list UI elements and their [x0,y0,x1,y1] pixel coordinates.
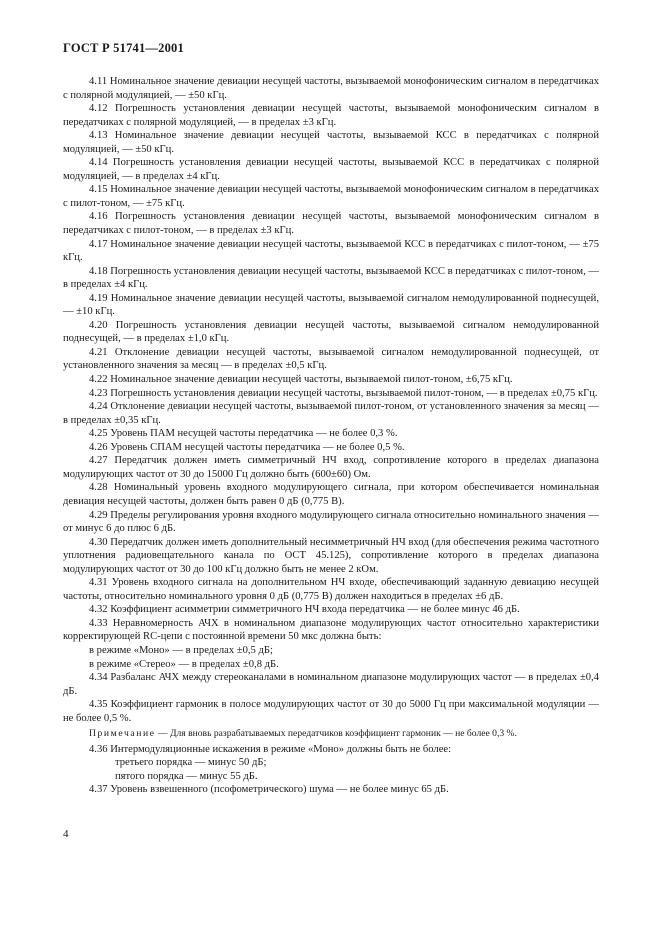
paragraph-4-34: 4.34 Разбаланс АЧХ между стереоканалами в номинальном диапазоне модулирующих частот — в пределах ±0,4 дБ. [63,672,599,697]
paragraph-4-33: 4.33 Неравномерность АЧХ в номинальном диапазоне модулирующих частот относительно характеристики корректирующей RC-цепи с постоянной времени 50 мкс должна быть: [63,617,599,643]
paragraph-4-14: 4.14 Погрешность установления девиации несущей частоты, вызываемой КСС в передатчиках с полярной модуляцией, — в пределах ±4 кГц. [63,157,599,182]
paragraph-4-21: 4.21 Отклонение девиации несущей частоты, вызываемой сигналом немодулированной поднесущей, от установленного значения за месяц — в пределах ±0,5 кГц. [63,346,599,372]
paragraph-4-23: 4.23 Погрешность установления девиации несущей частоты, вызываемой пилот-тоном, — в пределах ±0,75 кГц. [89,387,598,399]
list-item-stereo: в режиме «Стерео» — в пределах ±0,8 дБ. [89,658,279,670]
paragraph-4-31: 4.31 Уровень входного сигнала на дополнительном НЧ входе, обеспечивающий заданную девиацию несущей частоты, относительно номинального уровня 0 дБ (0,775 В) должен находиться в пределах ±6 дБ. [63,577,599,602]
paragraph-4-22: 4.22 Номинальное значение девиации несущей частоты, вызываемой пилот-тоном, ±6,75 кГц. [89,374,513,386]
list-item-fifth-order: пятого порядка — минус 55 дБ. [115,770,258,782]
paragraph-4-18: 4.18 Погрешность установления девиации несущей частоты, вызываемой КСС в передатчиках с пилот-тоном, — в пределах ±4 кГц. [63,265,600,291]
paragraph-4-20: 4.20 Погрешность установления девиации несущей частоты, вызываемой сигналом немодулированной поднесущей, — в пределах ±1,0 кГц. [63,319,599,345]
list-item-third-order: третьего порядка — минус 50 дБ; [115,757,267,769]
note-text: — Для вновь разрабатываемых передатчиков коэффициент гармоник — не более 0,3 %. [155,728,517,740]
paragraph-4-16: 4.16 Погрешность установления девиации несущей частоты, вызываемой монофоническим сигналом в передатчиках с пилот-тоном, — в пределах ±3 кГц. [63,211,599,237]
paragraph-4-29: 4.29 Пределы регулирования уровня входного модулирующего сигнала относительно номинального значения — от минус 6 до плюс 6 дБ. [63,509,599,535]
page-number: 4 [63,828,69,840]
paragraph-4-15: 4.15 Номинальное значение девиации несущей частоты, вызываемой монофоническим сигналом в передатчиках с пилот-тоном, — ±75 кГц. [63,184,599,209]
paragraph-4-27: 4.27 Передатчик должен иметь симметричный НЧ вход, сопротивление которого в пределах диапазона модулирующих частот от 30 до 15000 Гц должно быть (600±60) Ом. [63,455,599,480]
list-item-mono: в режиме «Моно» — в пределах ±0,5 дБ; [89,644,273,656]
note-label: Примечание [89,728,156,740]
note [63,727,599,741]
paragraph-4-35: 4.35 Коэффициент гармоник в полосе модулирующих частот от 30 до 5000 Гц при максимальной модуляции — не более 0,5 %. [63,699,599,724]
paragraph-4-28: 4.28 Номинальный уровень входного модулирующего сигнала, при котором обеспечивается номинальная девиация несущей частоты, должен быть равен 0 дБ (0,775 В). [63,482,599,507]
paragraph-4-17: 4.17 Номинальное значение девиации несущей частоты, вызываемой КСС в передатчиках с пилот-тоном, — ±75 кГц. [63,238,599,264]
paragraph-4-26: 4.26 Уровень СПАМ несущей частоты передатчика — не более 0,5 %. [89,441,405,453]
paragraph-4-19: 4.19 Номинальное значение девиации несущей частоты, вызываемой сигналом немодулированной поднесущей, — ±10 кГц. [63,292,599,318]
paragraph-4-37: 4.37 Уровень взвешенного (псофометрического) шума — не более минус 65 дБ. [89,784,449,796]
document-body [63,75,599,797]
page-header: ГОСТ Р 51741—2001 [63,41,184,55]
paragraph-4-32: 4.32 Коэффициент асимметрии симметричного НЧ входа передатчика — не более минус 46 дБ. [89,604,520,616]
paragraph-4-12: 4.12 Погрешность установления девиации несущей частоты, вызываемой монофоническим сигналом в передатчиках с полярной модуляцией, — в пределах ±3 кГц. [63,103,599,128]
paragraph-4-30: 4.30 Передатчик должен иметь дополнительный несимметричный НЧ вход (для обеспечения режима частотного уплотнения радиовещательного канала по ОСТ 45.125), сопротивление которого в пределах диапазона модулирующих частот от 30 до 100 кГц должно быть не менее 2 кОм. [63,536,599,575]
paragraph-4-25: 4.25 Уровень ПАМ несущей частоты передатчика — не более 0,3 %. [89,428,398,440]
paragraph-4-13: 4.13 Номинальное значение девиации несущей частоты, вызываемой КСС в передатчиках с полярной модуляцией, — ±50 кГц. [63,130,599,155]
paragraph-4-11: 4.11 Номинальное значение девиации несущей частоты, вызываемой монофоническим сигналом в передатчиках с полярной модуляцией, — ±50 кГц. [63,76,599,101]
paragraph-4-24: 4.24 Отклонение девиации несущей частоты, вызываемой пилот-тоном, от установленного значения за месяц — в пределах ±0,35 кГц. [63,401,599,426]
paragraph-4-36: 4.36 Интермодуляционные искажения в режиме «Моно» должны быть не более: [89,743,452,755]
